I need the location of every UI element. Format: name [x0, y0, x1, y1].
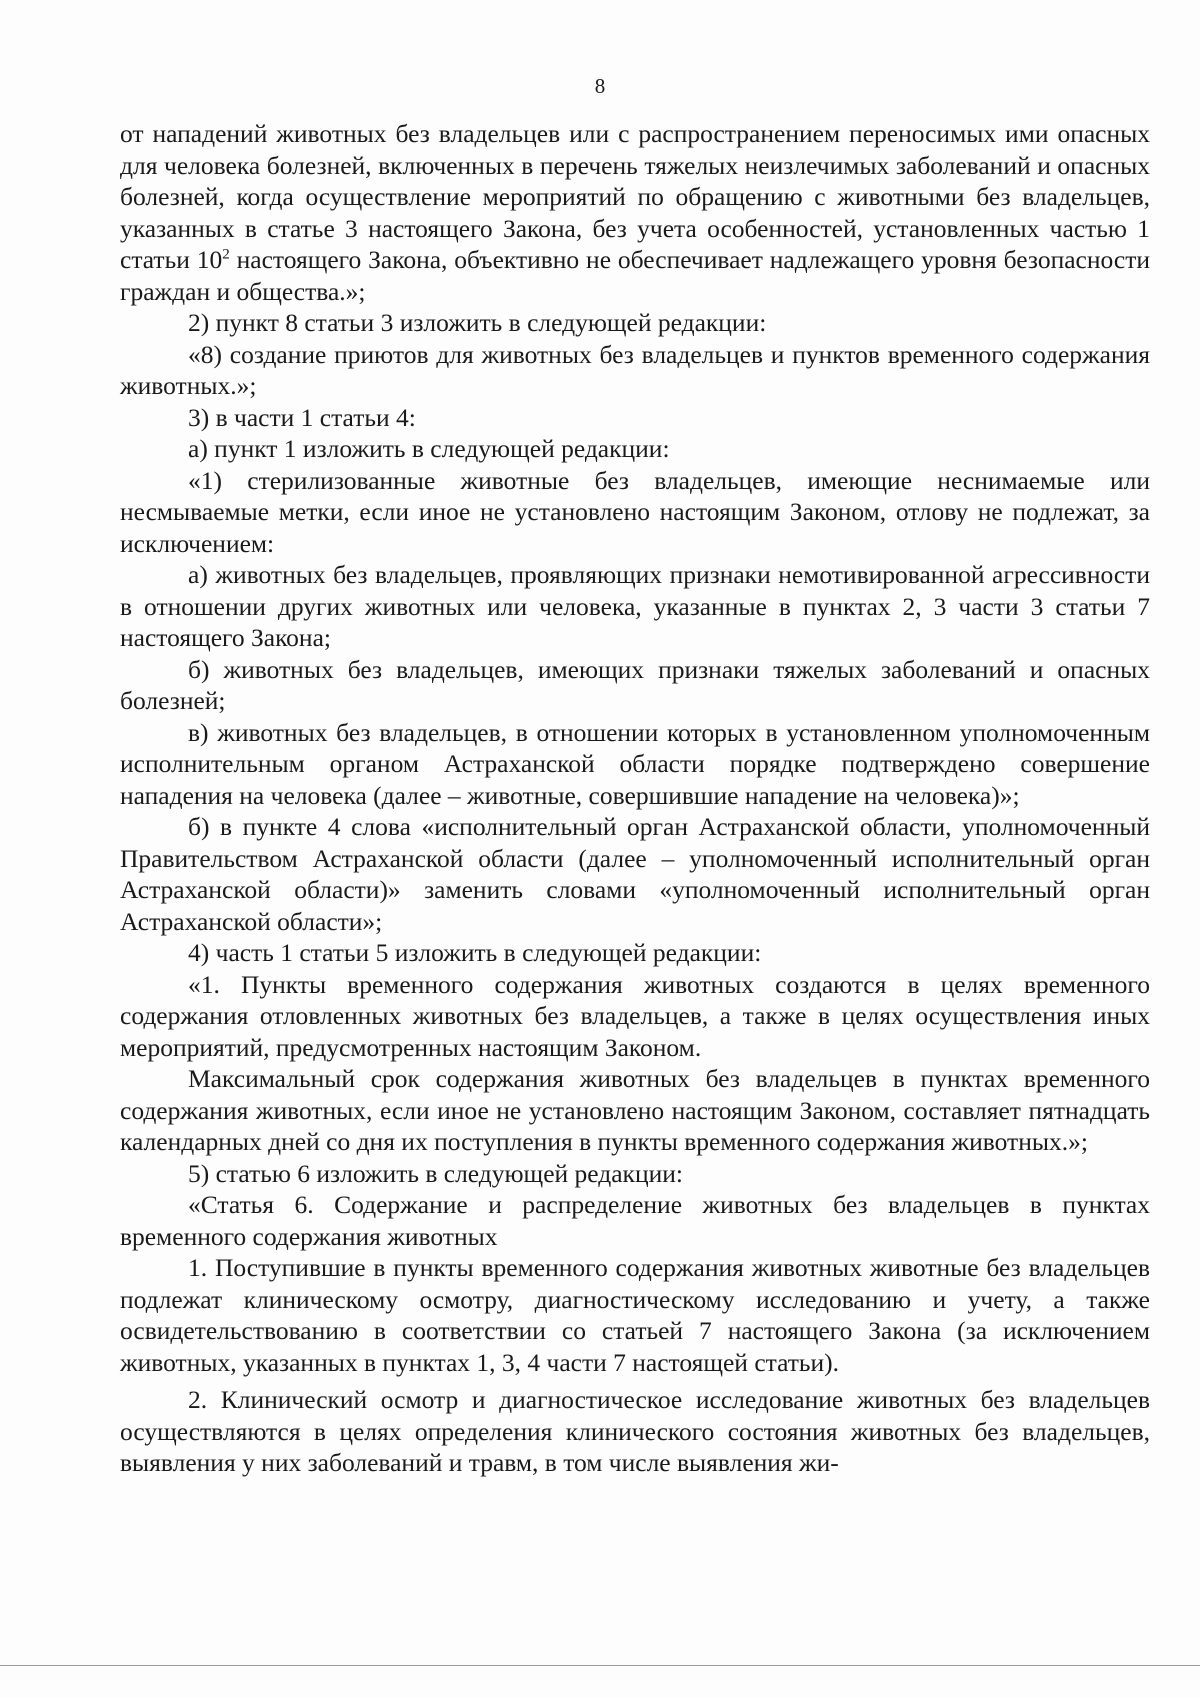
superscript: 2 [222, 246, 230, 263]
paragraph-14: «Статья 6. Содержание и распределение животных без владельцев в пунктах временного содержания животных [120, 1190, 1150, 1251]
scan-edge-line [0, 1665, 1200, 1666]
paragraph-13: 5) статью 6 изложить в следующей редакции: [188, 1158, 683, 1188]
paragraph-2: «8) создание приютов для животных без владельцев и пунктов временного содержания животных.»; [120, 339, 1150, 400]
page-number: 8 [594, 74, 606, 98]
paragraph-3: 3) в части 1 статьи 4: [188, 402, 416, 432]
paragraph-0: от нападений животных без владельцев или с распространением переносимых ими опасных для человека болезней, включенных в перечень тяжелых неизлечимых заболеваний и опасных болезней, когда осуществление мероприятий по обращению с животными без владельцев, указанных в статье 3 настоящего Закона, без учета особенностей, установленных частью 1 статьи $10^2$ настоящего Закона, объективно не обеспечивает надлежащего уровня безопасности граждан и общества.»; [120, 119, 1150, 306]
paragraph-12: Максимальный срок содержания животных без владельцев в пунктах временного содержания животных, если иное не установлено настоящим Законом, составляет пятнадцать календарных дней со дня их поступления в пункты временного содержания животных.»; [120, 1064, 1150, 1156]
paragraph-16: 2. Клинический осмотр и диагностическое исследование животных без владельцев осуществляются в целях определения клинического состояния животных без владельцев, выявления у них заболеваний и травм, в том числе выявления жи- [120, 1385, 1150, 1477]
paragraph-10: 4) часть 1 статьи 5 изложить в следующей редакции: [188, 938, 762, 967]
paragraph-11: «1. Пункты временного содержания животных создаются в целях временного содержания отловленных животных без владельцев, а также в целях осуществления иных мероприятий, предусмотренных настоящим Законом. [120, 969, 1150, 1062]
paragraph-8: в) животных без владельцев, в отношении которых в установленном уполномоченным исполнительным органом Астраханской области порядке подтверждено совершение нападения на человека (далее – животные, совершившие нападение на человека)»; [120, 717, 1150, 810]
paragraph-6: а) животных без владельцев, проявляющих признаки немотивированной агрессивности в отношении других животных или человека, указанные в пунктах 2, 3 части 3 статьи 7 настоящего Закона; [120, 560, 1150, 652]
paragraph-15: 1. Поступившие в пункты временного содержания животных животные без владельцев подлежат клиническому осмотру, диагностическому исследованию и учету, а также освидетельствованию в соответствии со статьей 7 настоящего Закона (за исключением животных, указанных в пунктах 1, 3, 4 части 7 настоящей статьи). [120, 1253, 1150, 1377]
paragraph-4: а) пункт 1 изложить в следующей редакции: [188, 434, 670, 463]
paragraph-5: «1) стерилизованные животные без владельцев, имеющие неснимаемые или несмываемые метки, если иное не установлено настоящим Законом, отлову не подлежат, за исключением: [120, 465, 1150, 558]
paragraph-7: б) животных без владельцев, имеющих признаки тяжелых заболеваний и опасных болезней; [120, 654, 1150, 715]
document-body [120, 118, 1150, 1479]
paragraph-1: 2) пункт 8 статьи 3 изложить в следующей редакции: [188, 308, 767, 337]
paragraph-9: б) в пункте 4 слова «исполнительный орган Астраханской области, уполномоченный Правительством Астраханской области (далее – уполномоченный исполнительный орган Астраханской области)» заменить словами «уполномоченный исполнительный орган Астраханской области»; [120, 812, 1150, 936]
